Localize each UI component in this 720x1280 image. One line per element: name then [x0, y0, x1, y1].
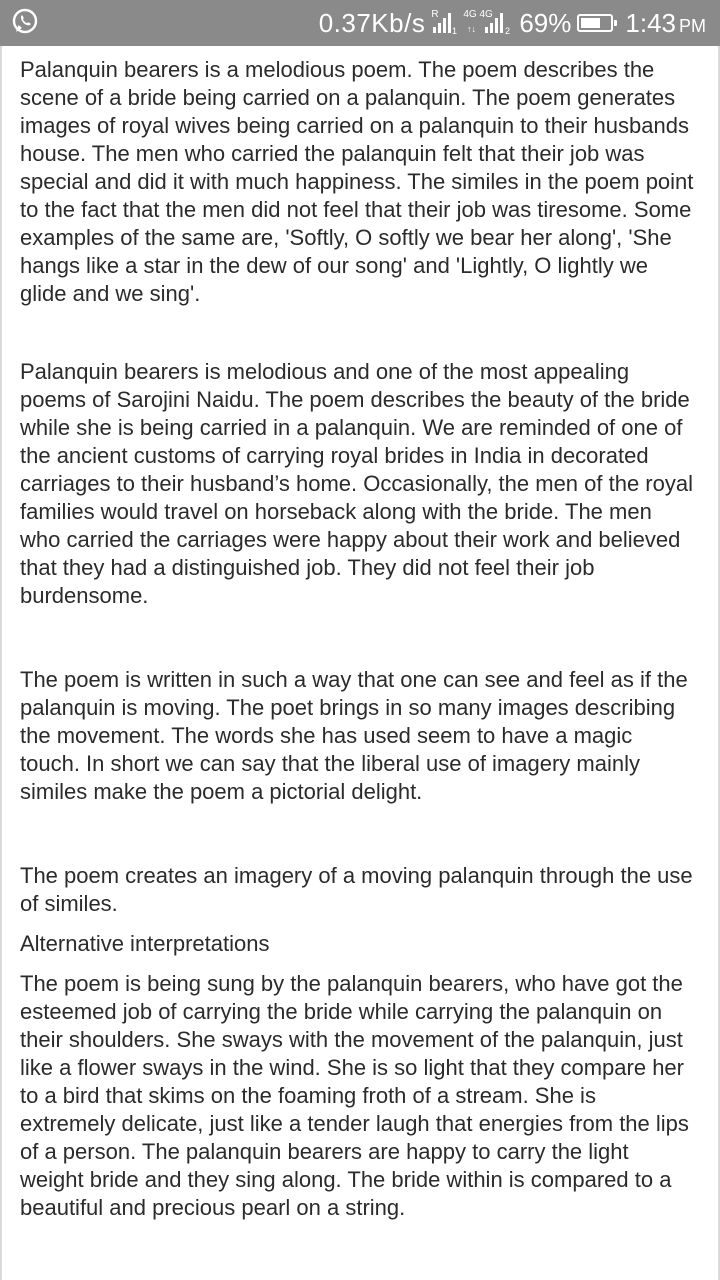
battery-icon: [577, 14, 613, 32]
battery-percent: 69%: [519, 7, 572, 38]
article-paragraph-3: The poem is written in such a way that one can see and feel as if the palanquin is moving. The poet brings in so many images describing the movement. The words she has used seem to have a magic touch. In short we can say that the liberal use of imagery mainly similes make the poem a pictorial delight.: [20, 667, 688, 804]
article-paragraph-1: Palanquin bearers is a melodious poem. The poem describes the scene of a bride being carried on a palanquin. The poem generates images of royal wives being carried on a palanquin to their husbands house. The men who carried the palanquin felt that their job was special and did it with much happiness. The similes in the poem point to the fact that the men did not feel that their job was tiresome. Some examples of the same are, 'Softly, O softly we bear her along', 'She hangs like a star in the dew of our song' and 'Lightly, O lightly we glide and we sing'.: [20, 57, 694, 306]
svg-text:1: 1: [452, 26, 458, 35]
status-bar: [0, 0, 720, 46]
status-left: [10, 6, 319, 41]
section-heading: Alternative interpretations: [20, 931, 270, 956]
svg-text:2: 2: [505, 26, 511, 35]
svg-text:↑↓: ↑↓: [467, 24, 477, 34]
article-paragraph-2: Palanquin bearers is melodious and one of the most appealing poems of Sarojini Naidu. The poem describes the beauty of the bride while she is being carried in a palanquin. We are reminded of one of the ancient customs of carrying royal brides in India in decorated carriages to their husband’s home. Occasionally, the men of the royal families would travel on horseback along with the bride. The men who carried the carriages were happy about their work and believed that they had a distinguished job. They did not feel their job burdensome.: [20, 359, 693, 608]
article-paragraph-5: The poem is being sung by the palanquin bearers, who have got the esteemed job of carrying the bride while carrying the palanquin on their shoulders. She sways with the movement of the palanquin, just like a flower sways in the wind. She is so light that they compare her to a bird that skims on the foaming froth of a stream. She is extremely delicate, just like a tender laugh that energies from the lips of a person. The palanquin bearers are happy to carry the light weight bride and they sing along. The bride within is compared to a beautiful and precious pearl on a string.: [20, 971, 689, 1220]
sim2-label: 4G 4G: [463, 9, 493, 20]
whatsapp-icon: [10, 6, 40, 41]
battery-fill: [581, 18, 600, 28]
article-paragraph-4: The poem creates an imagery of a moving palanquin through the use of similes.: [20, 863, 693, 916]
signal-sim2-icon: [463, 11, 513, 35]
status-right: [319, 8, 706, 39]
sim1-label: R: [431, 9, 439, 20]
signal-sim1-icon: [431, 11, 457, 35]
clock-ampm: PM: [679, 15, 706, 36]
clock-time: 1:43: [625, 7, 676, 38]
network-speed: 0.37Kb/s: [318, 7, 426, 38]
article-page[interactable]: [0, 46, 720, 1280]
clock: [625, 8, 706, 39]
